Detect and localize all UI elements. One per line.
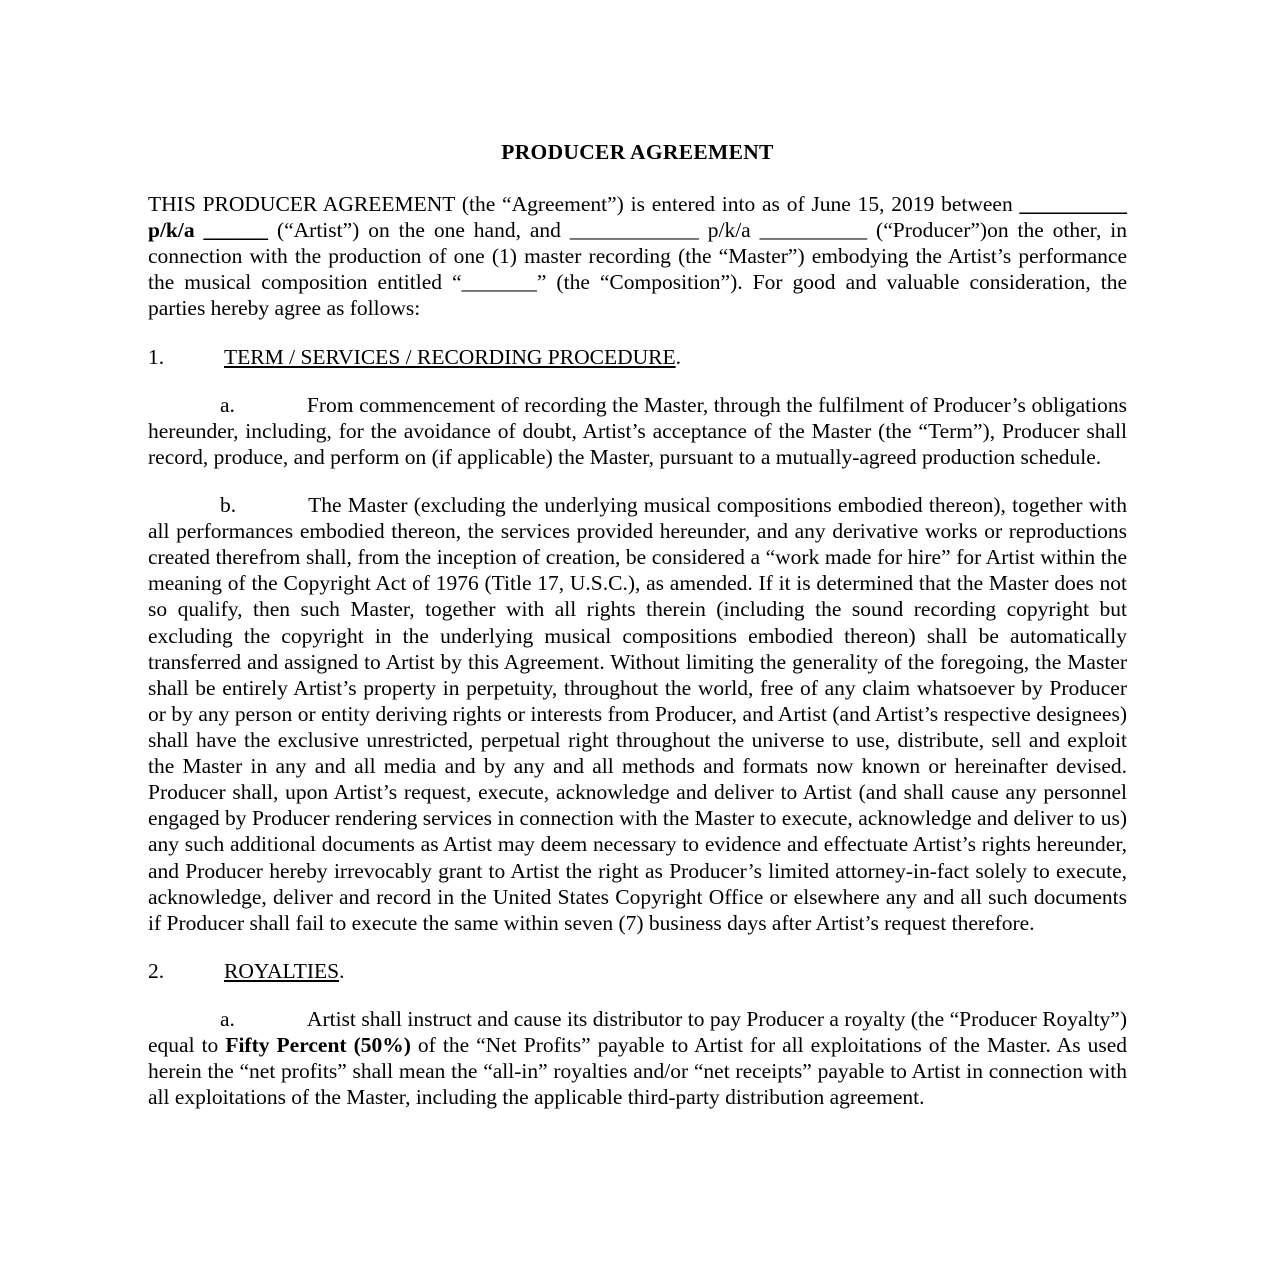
section-title-2-suffix: .	[339, 958, 345, 983]
preamble-rest: on the other, in connection with the production of one (1) master recording (the “Master”) embodying the Artist’s performance the musical composition entitled “	[148, 218, 1127, 295]
producer-pka-label: p/k/a	[698, 218, 760, 243]
preamble-paragraph	[148, 191, 1127, 322]
paragraph-text-1b: The Master (excluding the underlying musical compositions embodied thereon), together with all performances embodied thereon, the services provided hereunder, and any derivative works or reproductions created therefrom shall, from the inception of creation, be considered a “work made for hire” for Artist within the meaning of the Copyright Act of 1976 (Title 17, U.S.C.), as amended. If it is determined that the Master does not so qualify, then such Master, together with all rights therein (including the sound recording copyright but excluding the copyright in the underlying musical compositions embodied thereon) shall be automatically transferred and assigned to Artist by this Agreement. Without limiting the generality of the foregoing, the Master shall be entirely Artist’s property in perpetuity, throughout the world, free of any claim whatsoever by Producer or by any person or entity deriving rights or interests from Producer, and Artist (and Artist’s respective designees) shall have the exclusive unrestricted, perpetual right throughout the universe to use, distribute, sell and exploit the Master in any and all media and by any and all methods and formats now known or hereinafter devised. Producer shall, upon Artist’s request, execute, acknowledge and deliver to Artist (and shall cause any personnel engaged by Producer rendering services in connection with the Master to execute, acknowledge and deliver to us) any such additional documents as Artist may deem necessary to evidence and effectuate Artist’s rights hereunder, and Producer hereby irrevocably grant to Artist the right as Producer’s limited attorney-in-fact solely to execute, acknowledge, deliver and record in the United States Copyright Office or elsewhere any and all such documents if Producer shall fail to execute the same within seven (7) business days after Artist’s request therefore.	[148, 492, 1127, 935]
paragraph-text-1a: From commencement of recording the Master, through the fulfilment of Producer’s obligations hereunder, including, for the avoidance of doubt, Artist’s acceptance of the Master (the “Term”), Producer shall record, produce, and perform on (if applicable) the Master, pursuant to a mutually-agreed production schedule.	[148, 392, 1127, 469]
section-title-2: ROYALTIES	[224, 958, 340, 983]
producer-name-blank: ____________	[569, 218, 699, 243]
preamble-after-date: between	[934, 192, 1020, 216]
artist-pka-label: p/k/a	[148, 218, 204, 243]
section-number-2: 2.	[148, 958, 165, 983]
section-2-paragraph-a	[148, 1006, 1127, 1110]
producer-pka-blank: __________	[759, 218, 868, 243]
producer-definition: (“Producer”)	[867, 218, 988, 243]
paragraph-text-2a-before: Artist shall instruct and cause its distributor to pay Producer a royalty (the “Producer Royalty”) equal to	[148, 1006, 1127, 1058]
paragraph-text-2a-after: of the “Net Profits” payable to Artist for all exploitations of the Master. As used herein the “net profits” shall mean the “all-in” royalties and/or “net receipts” payable to Artist in connection with all exploitations of the Master, including the applicable third-party distribution agreement.	[148, 1033, 1127, 1110]
paragraph-letter-1a: a.	[220, 392, 235, 417]
artist-pka-blank: ______	[203, 218, 269, 243]
preamble-rest-2: ” (the “Composition”). For good and valuable consideration, the parties hereby agree as follows:	[148, 270, 1128, 321]
preamble-lead: THIS PRODUCER AGREEMENT (the “Agreement”) is entered into as of	[148, 192, 812, 216]
section-heading-2	[148, 958, 1127, 984]
section-heading-1	[148, 344, 1127, 370]
section-number-1: 1.	[148, 344, 165, 369]
paragraph-letter-2a: a.	[220, 1006, 235, 1031]
composition-title-blank: _______	[461, 270, 537, 295]
royalty-rate: Fifty Percent (50%)	[225, 1033, 411, 1058]
section-title-1-suffix: .	[675, 344, 681, 369]
page-title: PRODUCER AGREEMENT	[501, 140, 774, 164]
artist-name-blank: __________	[1019, 192, 1127, 216]
artist-definition: (“Artist”) on the one hand, and	[268, 218, 570, 243]
section-title-1: TERM / SERVICES / RECORDING PROCEDURE	[224, 344, 676, 369]
agreement-date: June 15, 2019	[811, 192, 935, 216]
section-1-paragraph-a	[148, 392, 1127, 470]
paragraph-letter-1b: b.	[220, 492, 237, 517]
section-1-paragraph-b	[148, 492, 1127, 936]
